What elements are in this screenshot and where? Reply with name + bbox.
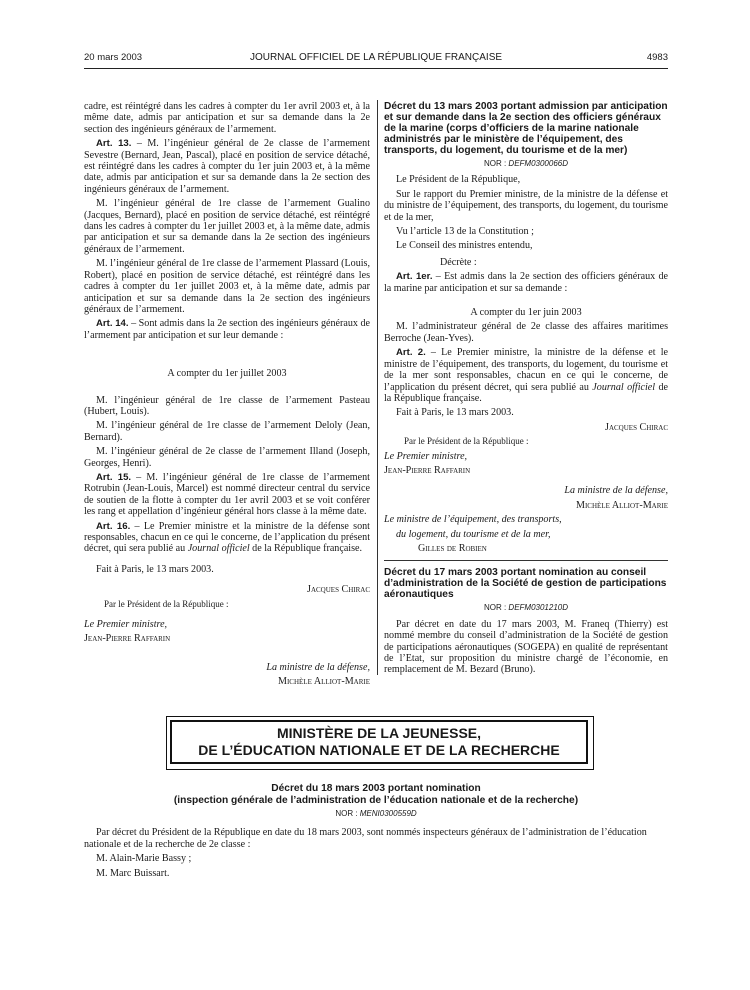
paragraph: M. l’ingénieur général de 1re classe de l’armement Plassard (Louis, Robert), placé en position de service détaché, est réintégré dans les cadres à compter du 1er juillet 2003 et, à la même date, admis par anticipation et sur sa demande dans la 2e section des ingénieurs généraux de l’armement. (84, 258, 370, 315)
decrete: Décrète : (440, 256, 477, 268)
article-label: Art. 14. (96, 318, 129, 330)
column-divider (377, 100, 378, 675)
pm-name: Jean-Pierre Raffarin (84, 633, 171, 645)
par-le-president: Par le Président de la République : (404, 436, 529, 447)
minister-defense-name: Michèle Alliot-Marie (278, 676, 370, 688)
paragraph: cadre, est réintégré dans les cadres à compter du 1er avril 2003 et, à la même date, admis par anticipation et sur sa demande dans la 2e section des ingénieurs généraux de l’armement. (84, 101, 370, 135)
nor-reference: NOR : DEFM0301210D (483, 603, 569, 613)
paragraph: M. l’ingénieur général de 1re classe de l’armement Gualino (Jacques, Bernard), placé en position de service détaché, est réintégré dans les cadres à compter du 1er juillet 2003 et, à la même date, admis par anticipation et sur sa demande dans la 2e section des ingénieurs généraux de l’armement. (84, 198, 370, 255)
ministry-line-2: DE L’ÉDUCATION NATIONALE ET DE LA RECHERCHE (198, 742, 560, 758)
decree-title-line-2: (inspection générale de l’administration de l’éducation nationale et de la recherche) (173, 794, 579, 806)
minister-defense-name: Michèle Alliot-Marie (576, 499, 668, 511)
article-label: Art. 16. (96, 520, 131, 532)
nor-reference: NOR : MENI0300559D (335, 809, 417, 818)
decree-title-line-1: Décret du 18 mars 2003 portant nomination (271, 783, 481, 794)
ministry-box (170, 720, 588, 764)
paragraph: M. Alain-Marie Bassy ; (96, 853, 192, 865)
article-1: Art. 1er. – Est admis dans la 2e section des officiers généraux de la marine par anticipation et sur sa demande : (384, 271, 668, 294)
header-rule (84, 68, 668, 69)
paragraph: M. l’ingénieur général de 2e classe de l’armement Illand (Joseph, Georges, Henri). (84, 446, 370, 469)
minister-equipment-title-2: du logement, du tourisme et de la mer, (396, 528, 551, 540)
pm-title: Le Premier ministre, (84, 619, 168, 631)
ministry-line-1: MINISTÈRE DE LA JEUNESSE, (276, 725, 482, 741)
bottom-section (84, 783, 668, 882)
article-2: Art. 2. – Le Premier ministre, la ministre de la défense et le ministre de l’équipement, des transports, du logement, du tourisme et de la mer sont responsables, chacun en ce qui le concerne, de l’application du présent décret, qui sera publié au Journal officiel de la République française. (384, 347, 669, 404)
paragraph: Le Conseil des ministres entendu, (396, 240, 533, 252)
date-heading: A compter du 1er juin 2003 (470, 307, 582, 319)
article-13: Art. 13. – M. l’ingénieur général de 2e classe de l’armement Sevestre (Bernard, Jean, Pascal), placé en position de service détaché, est réintégré dans les cadres à compter du 1er juin 2003 et, à la même date, admis par anticipation et sur sa demande dans la 2e section des ingénieurs généraux de l’armement. (84, 138, 370, 195)
paragraph: M. l’administrateur général de 2e classe des affaires maritimes Berroche (Jean-Yves). (384, 321, 668, 344)
minister-defense-title: La ministre de la défense, (266, 661, 370, 673)
article-label: Art. 15. (96, 471, 132, 483)
minister-equipment-title: Le ministre de l’équipement, des transports, (384, 514, 562, 526)
article-14: Art. 14. – Sont admis dans la 2e section des ingénieurs généraux de l’armement par anticipation et sur leur demande : (84, 318, 370, 341)
paragraph: Vu l’article 13 de la Constitution ; (396, 226, 534, 238)
date-heading: A compter du 1er juillet 2003 (167, 368, 287, 380)
signature-president: Jacques Chirac (307, 584, 370, 596)
decree-title: Décret du 13 mars 2003 portant admission par anticipation et sur demande dans la 2e section des officiers généraux de la marine (corps d’officiers de la marine nationale administrés par le ministère de l’équipement, des transports, du logement, du tourisme et de la mer) (384, 101, 668, 156)
pm-name: Jean-Pierre Raffarin (384, 464, 471, 476)
header-page-number: 4983 (646, 52, 668, 63)
page-header (84, 52, 668, 66)
article-label: Art. 13. (96, 138, 132, 150)
article-16: Art. 16. – Le Premier ministre et la ministre de la défense sont responsables, chacun en ce qui le concerne, de l’application du présent décret, qui sera publié au Journal officiel de la République française. (84, 520, 370, 555)
paragraph: M. l’ingénieur général de 1re classe de l’armement Pasteau (Hubert, Louis). (84, 394, 370, 417)
article-label: Art. 2. (396, 347, 426, 359)
pm-title: Le Premier ministre, (384, 450, 468, 462)
paragraph: M. Marc Buissart. (96, 867, 170, 879)
signature-president: Jacques Chirac (605, 421, 668, 433)
article-label: Art. 1er. (396, 271, 433, 283)
right-column (384, 101, 668, 679)
minister-equipment-name: Gilles de Robien (418, 542, 487, 554)
fait-a-paris: Fait à Paris, le 13 mars 2003. (96, 563, 214, 575)
decree-title: Décret du 17 mars 2003 portant nomination au conseil d’administration de la Société de gestion de participations aéronautiques (384, 567, 667, 601)
section-separator (384, 560, 668, 561)
article-15: Art. 15. – M. l’ingénieur général de 1re classe de l’armement Rotrubin (Jean-Louis, Marcel) est nommé directeur central du service de soutien de la flotte à compter du 1er avril 2003 et se voit conférer les rang et appellation d’ingénieur général hors classe à la même date. (84, 471, 370, 518)
paragraph: M. l’ingénieur général de 1re classe de l’armement Deloly (Jean, Bernard). (84, 420, 370, 443)
left-column (84, 101, 370, 691)
paragraph: Par décret en date du 17 mars 2003, M. Franeq (Thierry) est nommé membre du conseil d’administration de la Société de gestion de participations aéronautiques (SOGEPA) en qualité de représentant de l’Etat, sur proposition du ministre chargé de l’économie, en remplacement de M. Bezard (Bruno). (384, 618, 668, 676)
minister-defense-title: La ministre de la défense, (564, 485, 668, 497)
paragraph: Le Président de la République, (396, 174, 521, 186)
header-journal-title: JOURNAL OFFICIEL DE LA RÉPUBLIQUE FRANÇAISE (249, 52, 503, 63)
paragraph: Sur le rapport du Premier ministre, de la ministre de la défense et du ministre de l’équipement, des transports, du logement, du tourisme et de la mer, (384, 188, 668, 223)
par-le-president: Par le Président de la République : (104, 598, 229, 609)
nor-reference: NOR : DEFM0300066D (483, 159, 569, 168)
header-date: 20 mars 2003 (84, 52, 143, 63)
fait-a-paris: Fait à Paris, le 13 mars 2003. (396, 407, 514, 419)
paragraph: Par décret du Président de la République en date du 18 mars 2003, sont nommés inspecteurs généraux de l’administration de l’éducation nationale et de la recherche de 2e classe : (84, 827, 647, 850)
